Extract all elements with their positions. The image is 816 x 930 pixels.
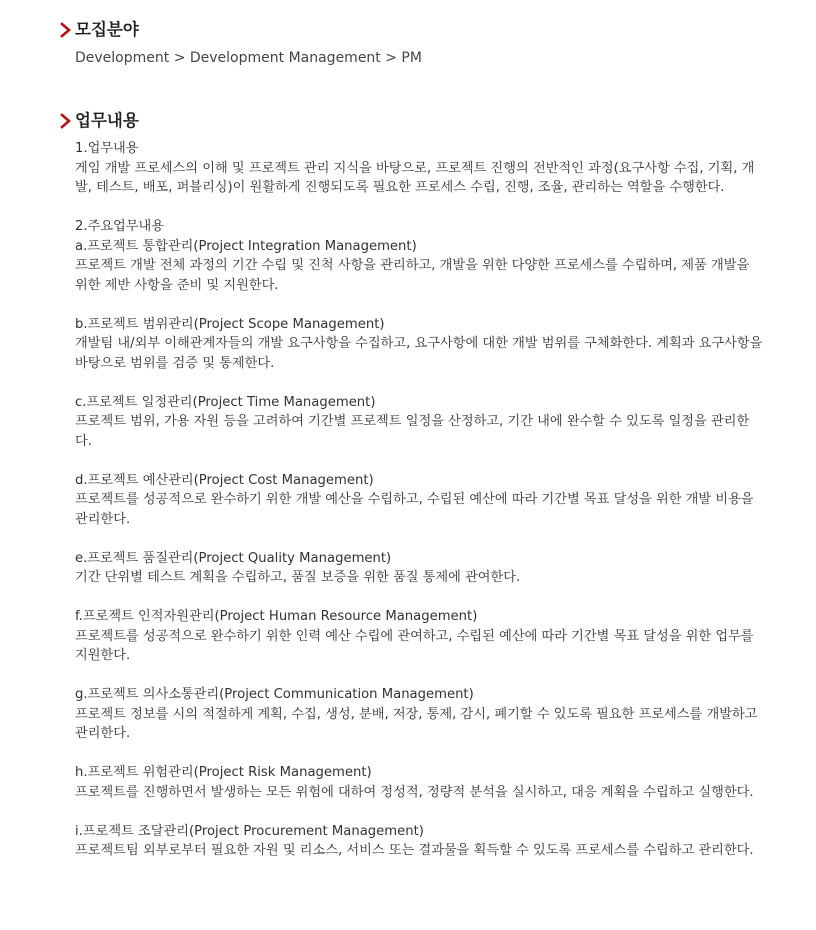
duties-item-h xyxy=(75,763,765,802)
duties-title: 업무내용 xyxy=(75,111,139,130)
duties-item-description: 프로젝트를 진행하면서 발생하는 모든 위험에 대하여 정성적, 정량적 분석을 실시하고, 대응 계획을 수립하고 실행한다. xyxy=(75,784,754,800)
duties-item-title: e.프로젝트 품질관리(Project Quality Management) xyxy=(75,550,392,566)
duties-item-title: d.프로젝트 예산관리(Project Cost Management) xyxy=(75,472,374,488)
duties-item-description: 개발팀 내/외부 이해관계자들의 개발 요구사항을 수집하고, 요구사항에 대한 개발 범위를 구체화한다. 계획과 요구사항을 바탕으로 범위를 검증 및 통제한다. xyxy=(75,336,763,371)
duties-item-d xyxy=(75,471,765,530)
duties-item-title: a.프로젝트 통합관리(Project Integration Management) xyxy=(75,238,417,254)
recruit-field-section xyxy=(0,18,800,66)
duties-item-title: f.프로젝트 인적자원관리(Project Human Resource Management) xyxy=(75,609,478,624)
duties-item-description: 프로젝트를 성공적으로 완수하기 위한 인력 예산 수립에 관여하고, 수립된 예산에 따라 기간별 목표 달성을 위한 업무를 지원한다. xyxy=(75,628,754,663)
duties-item-i xyxy=(75,822,765,861)
duties-intro-description: 게임 개발 프로세스의 이해 및 프로젝트 관리 지식을 바탕으로, 프로젝트 진행의 전반적인 과정(요구사항 수집, 기획, 개발, 테스트, 배포, 퍼블리싱)이 원활하게 진행되도록 필요한 프로세스 수립, 진행, 조율, 관리하는 역할을 수행한다. xyxy=(75,160,755,195)
duties-item-title: b.프로젝트 범위관리(Project Scope Management) xyxy=(75,316,385,332)
duties-item-title: i.프로젝트 조달관리(Project Procurement Management) xyxy=(75,823,424,839)
recruit-field-breadcrumb: Development > Development Management > PM xyxy=(75,50,422,66)
duties-item-description: 프로젝트팀 외부로부터 필요한 자원 및 리소스, 서비스 또는 결과물을 획득할 수 있도록 프로세스를 수립하고 관리한다. xyxy=(75,843,754,858)
duties-item-e xyxy=(75,549,765,588)
duties-item-description: 프로젝트 범위, 가용 자원 등을 고려하여 기간별 프로젝트 일정을 산정하고, 기간 내에 완수할 수 있도록 일정을 관리한다. xyxy=(75,414,750,449)
duties-item-b xyxy=(75,315,765,374)
duties-section xyxy=(0,109,800,858)
duties-item-description: 기간 단위별 테스트 계획을 수립하고, 품질 보증을 위한 품질 통제에 관여한다. xyxy=(75,570,521,585)
duties-item-f xyxy=(75,607,765,666)
chevron-right-icon xyxy=(59,21,73,39)
duties-heading xyxy=(0,109,800,133)
duties-item-title: c.프로젝트 일정관리(Project Time Management) xyxy=(75,394,376,410)
recruit-field-title: 모집분야 xyxy=(75,20,139,39)
duties-item-description: 프로젝트 개발 전체 과정의 기간 수립 및 진척 사항을 관리하고, 개발을 위한 다양한 프로세스를 수립하며, 제품 개발을 위한 제반 사항을 준비 및 지원한다. xyxy=(75,258,750,293)
duties-item-g xyxy=(75,685,765,744)
duties-item-description: 프로젝트 정보를 시의 적절하게 계획, 수집, 생성, 분배, 저장, 통제, 감시, 폐기할 수 있도록 필요한 프로세스를 개발하고 관리한다. xyxy=(75,706,758,741)
duties-item-description: 프로젝트를 성공적으로 완수하기 위한 개발 예산을 수립하고, 수립된 예산에 따라 기간별 목표 달성을 위한 개발 비용을 관리한다. xyxy=(75,492,754,527)
recruit-field-heading xyxy=(0,18,800,42)
duties-body xyxy=(75,139,765,861)
duties-intro-title: 1.업무내용 xyxy=(75,141,139,156)
chevron-right-icon xyxy=(59,112,73,130)
duties-intro xyxy=(75,139,765,198)
duties-main-title: 2.주요업무내용 xyxy=(75,219,165,234)
duties-item-c xyxy=(75,393,765,452)
duties-item-a xyxy=(75,217,765,295)
duties-item-title: h.프로젝트 위험관리(Project Risk Management) xyxy=(75,765,372,780)
duties-item-title: g.프로젝트 의사소통관리(Project Communication Management) xyxy=(75,687,474,702)
